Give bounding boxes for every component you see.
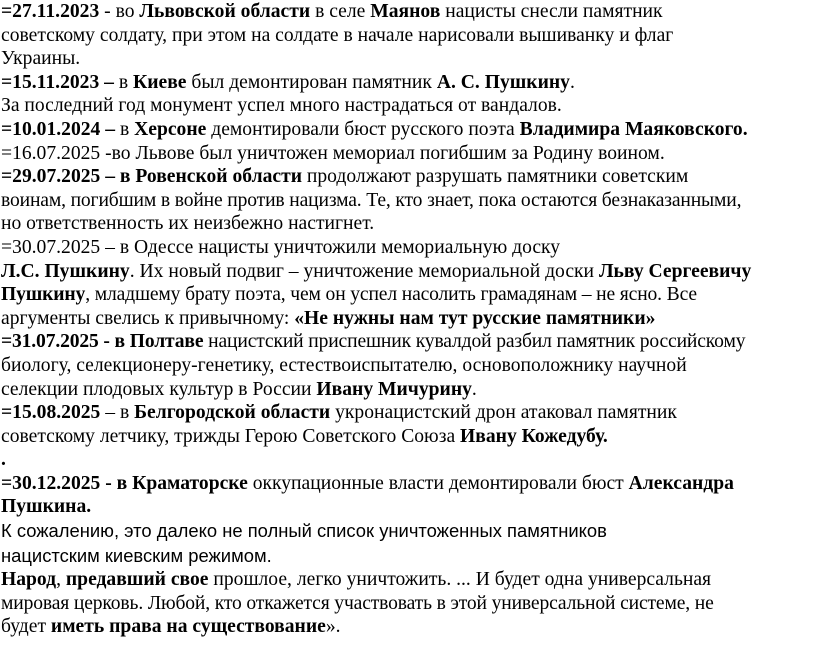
text-run: будет (1, 616, 51, 638)
text-run: иметь права на существование (50, 616, 326, 638)
text-run: аргументы свелись к привычному: (1, 307, 295, 329)
text-run: =30.12.2025 - в Краматорске (1, 472, 248, 494)
text-run: селекции плодовых культур в России (1, 378, 317, 400)
text-run: Льву Сергеевичу (598, 260, 752, 282)
text-line (1, 544, 816, 569)
text-run: воинам, погибшим в войне против нацизма. Те, кто знает, пока остаются безнаказанными, (1, 189, 742, 211)
text-run: советскому солдату, при этом на солдате в начале нарисовали вышиванку и флаг (1, 24, 674, 46)
text-run: оккупационные власти демонтировали бюст (247, 472, 629, 494)
text-run: нацистский приспешник кувалдой разбил памятник российскому (203, 331, 746, 353)
text-run: был демонтирован памятник (186, 71, 437, 93)
text-run: в (115, 118, 135, 140)
text-line (1, 425, 816, 449)
text-run: =29.07.2025 – в Ровенской области (1, 166, 302, 188)
text-run: . Их новый подвиг – уничтожение мемориальной доски (129, 260, 599, 282)
text-run: Херсоне (134, 118, 207, 140)
text-run: ». (325, 616, 341, 638)
text-run: =16.07.2025 -во Львове был уничтожен мемориал погибшим за Родину воином. (1, 142, 665, 164)
text-line (1, 236, 816, 260)
text-line (1, 307, 816, 331)
text-line (1, 330, 816, 354)
text-run: =31.07.2025 - в Полтаве (1, 331, 204, 353)
text-run: - во (104, 1, 140, 22)
text-line (1, 189, 816, 213)
text-run: . (471, 378, 477, 400)
text-run: Л.С. Пушкину (1, 260, 130, 282)
text-run: биологу, селекционеру-генетику, естествоиспытателю, основоположнику научной (1, 354, 687, 376)
text-run: в (113, 71, 134, 93)
text-line (1, 0, 816, 24)
text-run: прошлое, легко уничтожить. ... И будет одна универсальная (208, 569, 712, 591)
text-run: Ивану Кожедубу. (460, 425, 608, 447)
text-run: в селе (310, 1, 371, 22)
text-run: Киеве (133, 71, 187, 93)
text-line (1, 448, 816, 472)
text-run: мировая церковь. Любой, кто откажется участвовать в этой универсальной системе, не (1, 592, 714, 614)
text-run: Белгородской области (134, 402, 331, 424)
text-run: Владимира Маяковского. (519, 118, 748, 140)
text-run: . (569, 71, 575, 93)
text-line (1, 495, 816, 519)
text-run: Львовской области (139, 1, 311, 22)
text-line (1, 47, 816, 71)
text-line (1, 94, 816, 118)
text-run: =15.08.2025 (1, 402, 101, 424)
text-run: продолжают разрушать памятники советским (302, 166, 689, 188)
text-run: «Не нужны нам тут русские памятники» (294, 307, 656, 329)
text-run: . (1, 449, 6, 471)
text-run: К сожалению, это далеко не полный список уничтоженных памятников (1, 520, 607, 542)
text-run: =30.07.2025 – в Одессе нацисты уничтожили мемориальную доску (1, 236, 561, 258)
text-line (1, 568, 816, 592)
text-line (1, 165, 816, 189)
text-run: , младшему брату поэта, чем он успел насолить грамадянам – не ясно. Все (85, 284, 697, 306)
text-run: =27.11.2023 (1, 1, 105, 22)
text-run: демонтировали бюст русского поэта (206, 118, 520, 140)
text-line (1, 472, 816, 496)
text-line (1, 260, 816, 284)
text-run: Александра (628, 472, 734, 494)
text-line (1, 24, 816, 48)
text-run: , (56, 569, 66, 591)
text-run: За последний год монумент успел много настрадаться от вандалов. (1, 95, 562, 117)
text-line (1, 212, 816, 236)
text-run: нацисты снесли памятник (440, 1, 663, 22)
text-run: нацистским киевским режимом. (1, 544, 272, 566)
text-line (1, 118, 816, 142)
text-run: предавший свое (65, 569, 209, 591)
text-line (1, 592, 816, 616)
text-run: но ответственность их неизбежно настигнет. (1, 213, 375, 235)
text-run: Народ (1, 569, 57, 591)
text-line (1, 142, 816, 166)
text-run: =10.01.2024 – (1, 118, 116, 140)
text-run: – в (100, 402, 135, 424)
text-run: Ивану Мичурину (316, 378, 472, 400)
text-run: А. С. Пушкину (436, 71, 570, 93)
text-run: Украины. (1, 48, 81, 70)
text-line (1, 615, 816, 639)
text-run: Пушкина. (1, 496, 92, 518)
text-line (1, 354, 816, 378)
text-line (1, 519, 816, 544)
text-line (1, 401, 816, 425)
text-line (1, 283, 816, 307)
text-line (1, 71, 816, 95)
text-run: Пушкину (1, 284, 86, 306)
text-run: =15.11.2023 – (1, 71, 114, 93)
text-run: укронацистский дрон атаковал памятник (330, 402, 677, 424)
text-line (1, 378, 816, 402)
text-run: советскому летчику, трижды Герою Советского Союза (1, 425, 461, 447)
text-run: Маянов (370, 1, 441, 22)
